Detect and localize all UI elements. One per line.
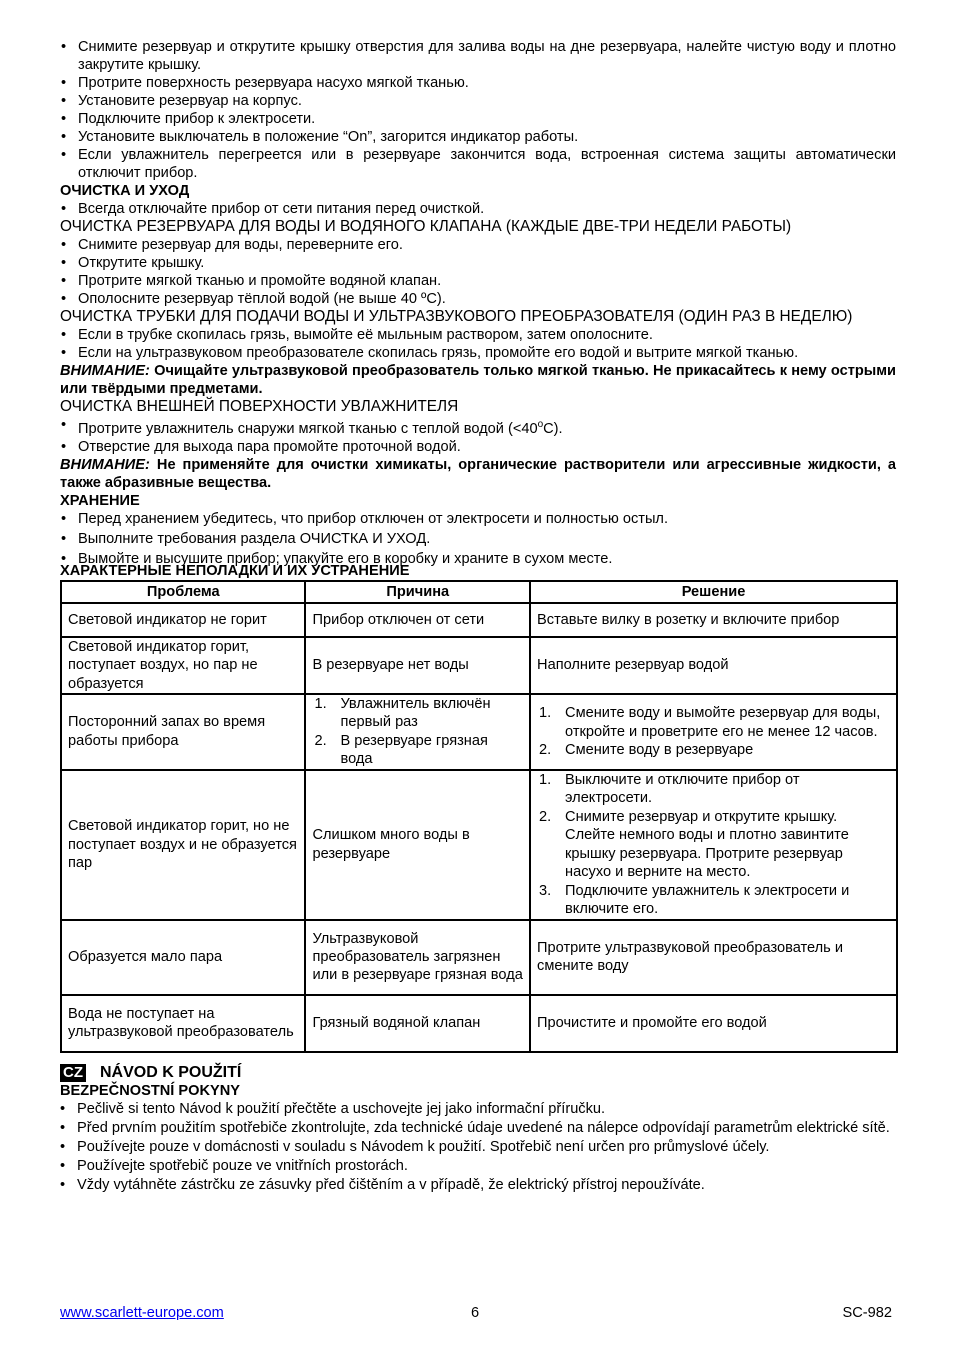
list-item [537,704,890,741]
troubleshooting-heading: ХАРАКТЕРНЫЕ НЕПОЛАДКИ И ИХ УСТРАНЕНИЕ [60,562,410,579]
storage-bullet-list [60,510,896,568]
list-item [537,771,890,808]
list-number: 3. [539,882,552,899]
list-item-text: Снимите резервуар и открутите крышку. Слейте немного воды и плотно завинтите крышку резервуара. Протрите резервуар насухо и верните на место. [565,808,849,881]
list-item-text: Смените воду в резервуаре [565,742,754,759]
list-item-text: Používejte pouze v domácnosti v souladu s Návodem k použití. Spotřebič není určen pro průmyslové účely. [77,1138,770,1155]
list-number: 1. [314,696,327,713]
tube-cleaning-heading: ОЧИСТКА ТРУБКИ ДЛЯ ПОДАЧИ ВОДЫ И УЛЬТРАЗВУКОВОГО ПРЕОБРАЗОВАТЕЛЯ (ОДИН РАЗ В НЕДЕЛЮ) [60,308,853,325]
storage-heading: ХРАНЕНИЕ [60,492,140,509]
page-body [60,38,896,1194]
cause-cell [305,694,530,770]
problem-cell: Образуется мало пара [61,920,305,995]
numbered-list [312,695,523,769]
list-item-text: Vždy vytáhněte zástrčku ze zásuvky před čištěním a v případě, že elektrický přístroj nepoužíváte. [77,1176,705,1193]
solution-cell [530,694,897,770]
tank-cleaning-bullet-list [60,236,896,308]
problem-cell: Световой индикатор горит, поступает воздух, но пар не образуется [61,637,305,694]
list-item-text: Перед хранением убедитесь, что прибор отключен от электросети и полностью остыл. [78,510,668,527]
solution-cell [530,770,897,920]
cz-bullet-list [59,1100,896,1194]
solution-cell: Протрите ультразвуковой преобразователь и смените воду [530,920,897,995]
list-item-text: Если увлажнитель перегреется или в резервуаре закончится вода, встроенная система защиты автоматически отключит прибор. [78,147,896,181]
problem-cell: Посторонний запах во время работы прибора [61,694,305,770]
list-item-text: Если в трубке скопилась грязь, вымойте её мыльным раствором, затем ополосните. [78,327,653,343]
list-item-text: Выключите и отключите прибор от электросети. [565,772,800,807]
tube-cleaning-bullet-list [60,326,896,362]
list-item [60,38,896,74]
solution-cell: Прочистите и промойте его водой [530,995,897,1052]
cause-cell: Ультразвуковой преобразователь загрязнен или в резервуаре грязная вода [305,920,530,995]
list-item-text: Подключите увлажнитель к электросети и включите его. [565,882,850,917]
list-item-text: Если на ультразвуковом преобразователе скопилась грязь, промойте его водой и вытрите мягкой тканью. [78,345,799,361]
list-item-text: Всегда отключайте прибор от сети питания перед очисткой. [78,201,485,217]
column-header-problem: Проблема [61,581,305,603]
table-row [61,770,897,920]
list-item [60,550,896,568]
list-number: 2. [539,742,552,759]
list-item-text: Снимите резервуар для воды, переверните его. [78,237,403,253]
list-item [312,732,523,769]
list-item [537,882,890,919]
website-link[interactable]: www.scarlett-europe.com [60,1305,224,1321]
table-row [61,694,897,770]
list-item-text: Увлажнитель включён первый раз [340,696,491,731]
cleaning-heading: ОЧИСТКА И УХОД [60,183,190,199]
warning-text: Не применяйте для очистки химикаты, органические растворители или агрессивные жидкости, а также абразивные вещества. [60,456,896,491]
list-item-text: Používejte spotřebič pouze ve vnitřních prostorách. [77,1157,408,1174]
numbered-list [537,704,890,759]
list-item-text: В резервуаре грязная вода [340,732,488,768]
warning-label: ВНИМАНИЕ: [60,363,150,379]
list-item [537,808,890,882]
list-item [60,290,896,308]
table-row [61,637,897,694]
tank-cleaning-heading: ОЧИСТКА РЕЗЕРВУАРА ДЛЯ ВОДЫ И ВОДЯНОГО КЛАПАНА (КАЖДЫЕ ДВЕ-ТРИ НЕДЕЛИ РАБОТЫ) [60,218,792,235]
list-item [60,92,896,110]
list-item [60,344,896,362]
list-item [60,438,896,456]
list-item [59,1100,896,1118]
warning-chemicals [60,456,896,492]
cause-cell: Слишком много воды в резервуаре [305,770,530,920]
cause-cell: В резервуаре нет воды [305,637,530,694]
list-item [60,254,896,272]
list-number: 1. [539,772,552,789]
list-number: 2. [314,732,327,749]
cz-section-title [60,1064,896,1082]
page-footer [60,1304,892,1322]
list-item [59,1119,896,1137]
table-row [61,995,897,1052]
column-header-cause: Причина [305,581,530,603]
degree-sup: o [537,419,544,430]
list-item [60,326,896,344]
list-item-text: Протрите мягкой тканью и промойте водяной клапан. [78,273,442,289]
list-item-text: Подключите прибор к электросети. [78,111,316,127]
list-item [59,1138,896,1156]
outer-cleaning-bullet-list [60,416,896,456]
list-item-text: Протрите поверхность резервуара насухо мягкой тканью. [78,75,469,91]
list-item-text: Снимите резервуар и открутите крышку отверстия для залива воды на дне резервуара, налейте чистую воду и плотно закрутите крышку. [78,39,896,73]
warning-text: Очищайте ультразвуковой преобразователь только мягкой тканью. Не прикасайтесь к нему острыми или твёрдыми предметами. [60,363,896,397]
cleaning-bullet-list [60,200,896,218]
list-item-text: Открутите крышку. [78,255,205,271]
list-item [312,695,523,732]
table-row [61,920,897,995]
list-item-text: Выполните требования раздела ОЧИСТКА И УХОД. [78,530,431,547]
outer-cleaning-heading: ОЧИСТКА ВНЕШНЕЙ ПОВЕРХНОСТИ УВЛАЖНИТЕЛЯ [60,398,459,415]
list-item [60,128,896,146]
list-item-text: Вымойте и высушите прибор; упакуйте его в коробку и храните в сухом месте. [78,550,613,567]
table-header-row [61,581,897,603]
intro-bullet-list [60,38,896,182]
list-item-text: Установите резервуар на корпус. [78,93,302,109]
solution-cell: Вставьте вилку в розетку и включите прибор [530,603,897,637]
model-number: SC-982 [842,1305,892,1321]
numbered-list [537,771,890,918]
list-item [60,530,896,548]
cz-title: NÁVOD K POUŽITÍ [100,1063,242,1081]
list-item-text: Před prvním použitím spotřebiče zkontrolujte, zda technické údaje uvedené na nálepce odpovídají parametrům elektrické sítě. [77,1119,890,1136]
list-number: 2. [539,808,552,825]
list-item [59,1157,896,1175]
cz-safety-heading: BEZPEČNOSTNÍ POKYNY [60,1082,241,1099]
list-item [60,272,896,290]
table-row [61,603,897,637]
list-number: 1. [539,705,552,722]
list-item [60,110,896,128]
warning-ultrasonic [60,362,896,398]
problem-cell: Световой индикатор не горит [61,603,305,637]
problem-cell: Световой индикатор горит, но не поступает воздух и не образуется пар [61,770,305,920]
list-item [60,146,896,182]
page-number: 6 [471,1305,480,1321]
list-item-text: Протрите увлажнитель снаружи мягкой тканью с теплой водой (<40 [78,420,538,437]
list-item [60,416,896,438]
list-item [60,74,896,92]
list-item [60,510,896,528]
list-item [60,200,896,218]
troubleshooting-table [60,580,898,1053]
cause-cell: Грязный водяной клапан [305,995,530,1052]
problem-cell: Вода не поступает на ультразвуковой преобразователь [61,995,305,1052]
solution-cell: Наполните резервуар водой [530,637,897,694]
list-item-text: С). [543,420,563,437]
list-item [59,1176,896,1194]
column-header-solution: Решение [530,581,897,603]
cz-language-badge: CZ [60,1064,86,1082]
list-item-text: Установите выключатель в положение “On”, загорится индикатор работы. [78,129,579,145]
cause-cell: Прибор отключен от сети [305,603,530,637]
list-item [537,741,890,759]
list-item-text: Отверстие для выхода пара промойте проточной водой. [78,438,461,455]
list-item-text: Смените воду и вымойте резервуар для воды, откройте и проветрите его не менее 12 часов. [565,705,881,740]
list-item [60,236,896,254]
list-item-text: Ополосните резервуар тёплой водой (не выше 40 ºС). [78,291,446,307]
list-item-text: Pečlivě si tento Návod k použití přečtěte a uschovejte jej jako informační příručku. [77,1100,606,1117]
warning-label: ВНИМАНИЕ: [60,456,150,473]
